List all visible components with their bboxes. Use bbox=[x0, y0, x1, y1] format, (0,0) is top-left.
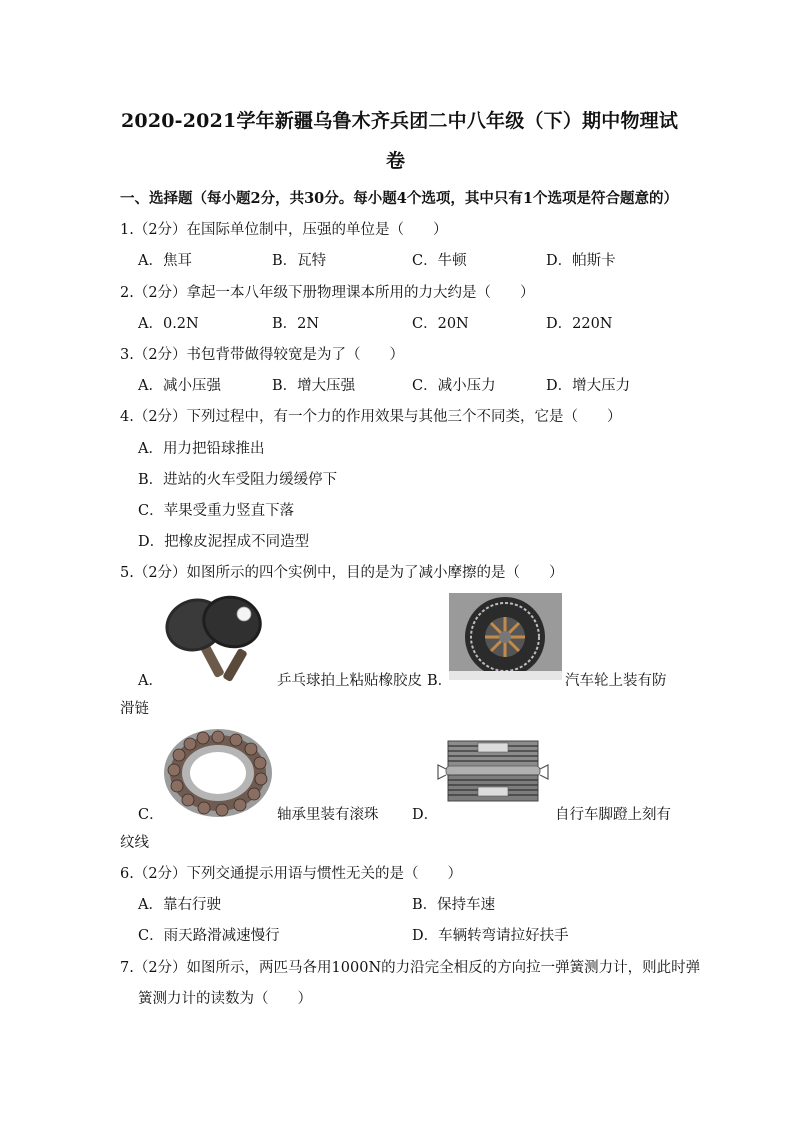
q4-option-a: A．用力把铅球推出 bbox=[138, 441, 265, 457]
page-title-line1: 2020-2021学年新疆乌鲁木齐兵团二中八年级（下）期中物理试 bbox=[121, 110, 679, 132]
q5-option-b-text: 汽车轮上装有防 bbox=[565, 673, 667, 689]
q4-option-d: D．把橡皮泥捏成不同造型 bbox=[138, 534, 310, 550]
bicycle-pedal-image bbox=[436, 735, 552, 810]
q3-option-b: B．增大压强 bbox=[272, 378, 356, 394]
q6-option-b: B．保持车速 bbox=[412, 897, 496, 913]
ball-bearing-image bbox=[160, 725, 275, 820]
q6-option-c: C．雨天路滑减速慢行 bbox=[138, 928, 280, 944]
q5-option-a-text: 乒乓球拍上粘贴橡胶皮 bbox=[277, 673, 422, 689]
q1-option-a: A．焦耳 bbox=[138, 253, 192, 269]
q1-option-d: D．帕斯卡 bbox=[546, 253, 616, 269]
q5-option-c-letter: C． bbox=[138, 807, 164, 823]
page-title-line2: 卷 bbox=[386, 150, 406, 172]
question-5-stem: 5.（2分）如图所示的四个实例中，目的是为了减小摩擦的是（ ） bbox=[120, 565, 564, 581]
question-7-stem: 7.（2分）如图所示，两匹马各用1000N的力沿完全相反的方向拉一弹簧测力计，则此时弹 bbox=[120, 960, 701, 976]
q3-option-a: A．减小压强 bbox=[138, 378, 221, 394]
q3-option-d: D．增大压力 bbox=[546, 378, 631, 394]
q5-option-c-text: 轴承里装有滚珠 bbox=[277, 807, 379, 823]
q2-option-a: A．0.2N bbox=[138, 316, 199, 332]
question-2-stem: 2.（2分）拿起一本八年级下册物理课本所用的力大约是（ ） bbox=[120, 285, 535, 301]
question-6-stem: 6.（2分）下列交通提示用语与惯性无关的是（ ） bbox=[120, 866, 463, 882]
q5-option-b-letter: B． bbox=[427, 673, 453, 689]
section-heading: 一、选择题（每小题2分，共30分。每小题4个选项，其中只有1个选项是符合题意的） bbox=[120, 190, 678, 207]
q2-option-c: C．20N bbox=[412, 316, 469, 332]
question-1-stem: 1.（2分）在国际单位制中，压强的单位是（ ） bbox=[120, 222, 448, 238]
question-7-stem-line2: 簧测力计的读数为（ ） bbox=[138, 991, 312, 1007]
q2-option-b: B．2N bbox=[272, 316, 320, 332]
q2-option-d: D．220N bbox=[546, 316, 613, 332]
question-3-stem: 3.（2分）书包背带做得较宽是为了（ ） bbox=[120, 347, 405, 363]
ping-pong-paddles-image bbox=[160, 590, 275, 685]
q5-option-d-text-wrap: 纹线 bbox=[120, 835, 149, 851]
q1-option-c: C．牛顿 bbox=[412, 253, 467, 269]
q4-option-c: C．苹果受重力竖直下落 bbox=[138, 503, 295, 519]
snow-chain-tire-image bbox=[449, 593, 562, 680]
q6-option-d: D．车辆转弯请拉好扶手 bbox=[412, 928, 569, 944]
q1-option-b: B．瓦特 bbox=[272, 253, 327, 269]
q6-option-a: A．靠右行驶 bbox=[138, 897, 221, 913]
q5-option-d-text: 自行车脚蹬上刻有 bbox=[555, 807, 671, 823]
q5-option-a-letter: A． bbox=[138, 673, 163, 689]
q5-option-d-letter: D． bbox=[412, 807, 439, 823]
q5-option-b-text-wrap: 滑链 bbox=[120, 701, 149, 717]
question-4-stem: 4.（2分）下列过程中，有一个力的作用效果与其他三个不同类，它是（ ） bbox=[120, 409, 622, 425]
q3-option-c: C．减小压力 bbox=[412, 378, 496, 394]
q4-option-b: B．进站的火车受阻力缓缓停下 bbox=[138, 472, 338, 488]
